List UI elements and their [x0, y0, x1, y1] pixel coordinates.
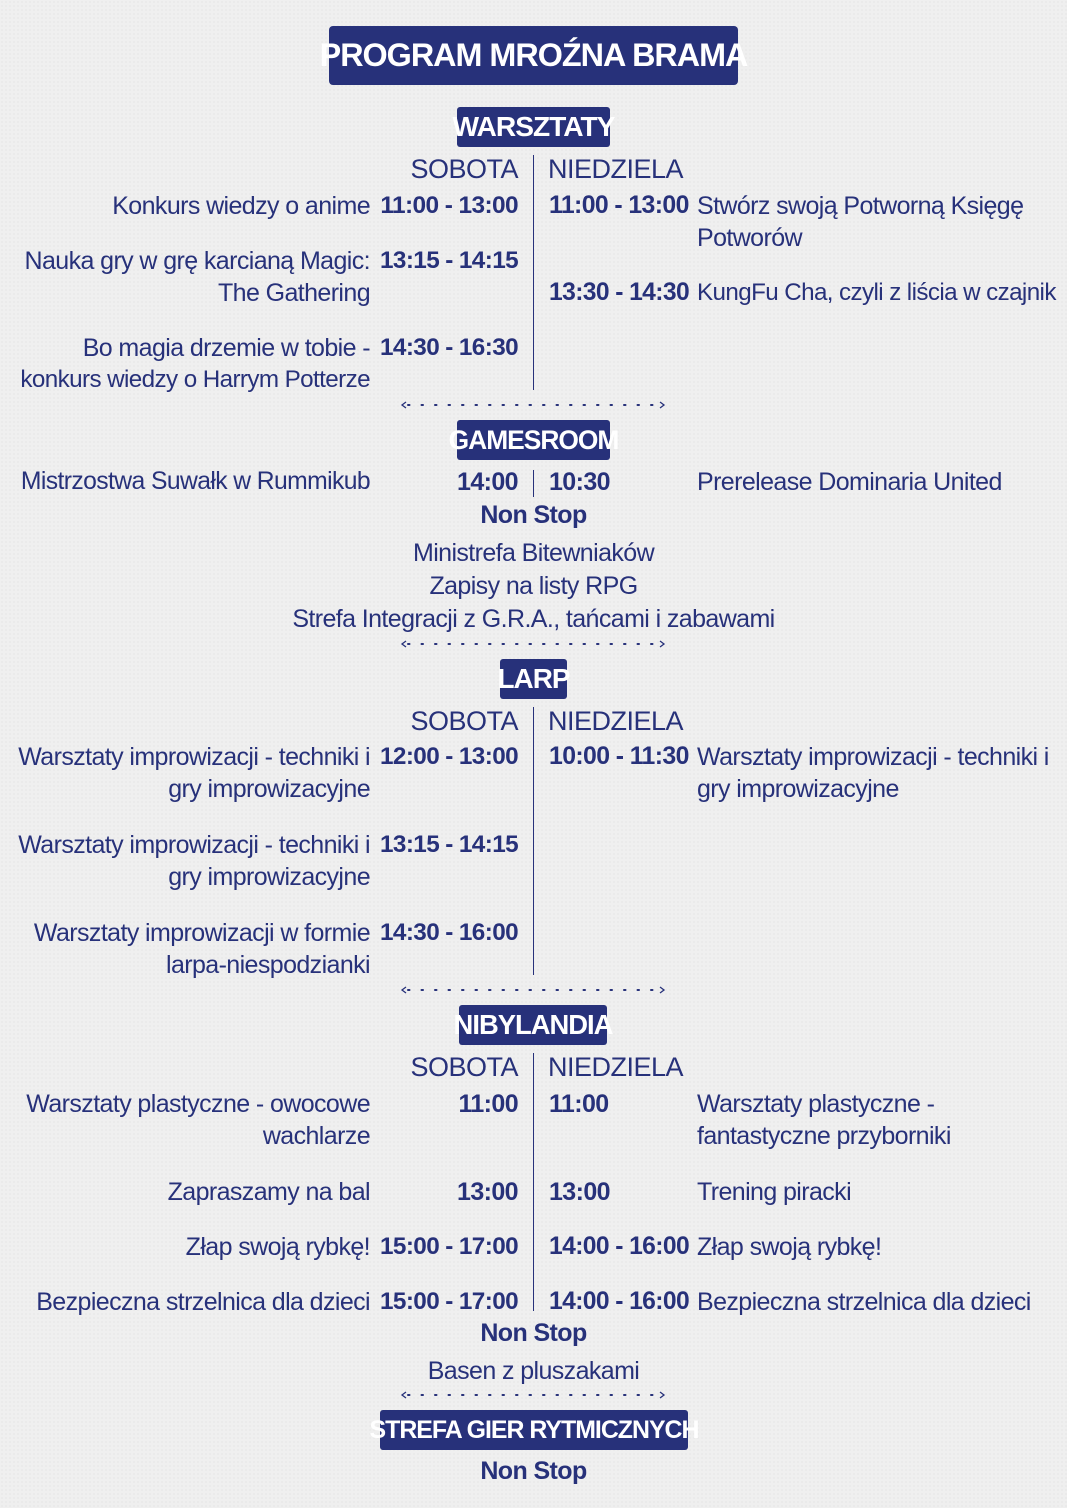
event-name-line1: Warsztaty plastyczne - owocowe [26, 1090, 370, 1118]
event-time: 13:15 - 14:15 [380, 247, 518, 274]
column-divider [533, 155, 534, 390]
non-stop-label: Non Stop [480, 1457, 587, 1485]
event-time: 14:00 - 16:00 [549, 1233, 690, 1260]
event-name-line2: The Gathering [217, 279, 370, 307]
event-name: KungFu Cha, czyli z liścia w czajnik [697, 279, 1056, 306]
day-label-sat: SOBOTA [410, 1052, 518, 1082]
event-time: 13:30 - 14:30 [549, 279, 690, 306]
non-stop-item: Basen z pluszakami [427, 1357, 640, 1385]
column-divider [533, 707, 534, 975]
event-name: Prerelease Dominaria United [697, 468, 1002, 496]
event-name-line1: Warsztaty plastyczne - [697, 1090, 935, 1118]
event-name: Bezpieczna strzelnica dla dzieci [36, 1288, 370, 1316]
event-name-line1: Nauka gry w grę karcianą Magic: [24, 247, 370, 275]
event-name-line2: konkurs wiedzy o Harrym Potterze [20, 366, 370, 393]
dotted-divider [400, 401, 666, 409]
non-stop-label: Non Stop [480, 1319, 587, 1347]
event-name: Złap swoją rybkę! [697, 1233, 882, 1261]
dotted-divider [400, 640, 666, 648]
event-time: 10:30 [549, 468, 610, 496]
page-title: PROGRAM MROŹNA BRAMA [329, 26, 738, 85]
column-divider [533, 1053, 534, 1311]
event-time: 13:00 [549, 1178, 610, 1206]
day-label-sun: NIEDZIELA [548, 154, 684, 184]
event-name-line1: Warsztaty improwizacji - techniki i [697, 743, 1049, 771]
event-name-line1: Warsztaty improwizacji - techniki i [18, 743, 370, 771]
event-name: Mistrzostwa Suwałk w Rummikub [20, 468, 370, 495]
day-label-sun: NIEDZIELA [548, 706, 684, 736]
non-stop-item: Ministrefa Bitewniaków [412, 539, 655, 567]
event-time: 14:30 - 16:00 [380, 919, 518, 946]
non-stop-item: Zapisy na listy RPG [429, 572, 638, 600]
event-time: 15:00 - 17:00 [380, 1288, 518, 1315]
column-divider [533, 470, 534, 497]
non-stop-item: Strefa Integracji z G.R.A., tańcami i zabawami [292, 605, 775, 633]
section-title-gamesroom: GAMESROOM [457, 420, 610, 460]
event-name: Zapraszamy na bal [167, 1178, 370, 1206]
event-name-line2: Potworów [697, 224, 802, 252]
event-name-line1: Stwórz swoją Potworną Księgę [697, 192, 1024, 220]
section-title-strefa-gier-rytmicznych: STREFA GIER RYTMICZNYCH [380, 1410, 688, 1450]
event-name: Trening piracki [697, 1178, 852, 1206]
dotted-divider [400, 1391, 666, 1399]
event-time: 15:00 - 17:00 [380, 1233, 518, 1260]
section-title-warsztaty: WARSZTATY [457, 107, 610, 147]
event-name-line2: gry improwizacyjne [168, 863, 370, 891]
event-name-line2: fantastyczne przyborniki [697, 1122, 951, 1150]
event-time: 14:00 - 16:00 [549, 1288, 690, 1315]
event-time: 10:00 - 11:30 [549, 743, 689, 770]
event-name: Bezpieczna strzelnica dla dzieci [697, 1288, 1031, 1316]
event-name-line1: Warsztaty improwizacji - techniki i [18, 831, 370, 859]
event-time: 14:30 - 16:30 [380, 334, 518, 361]
day-label-sat: SOBOTA [410, 154, 518, 184]
event-time: 13:15 - 14:15 [380, 831, 518, 858]
event-name: Złap swoją rybkę! [185, 1233, 370, 1261]
event-time: 11:00 [549, 1090, 609, 1118]
day-label-sun: NIEDZIELA [548, 1052, 684, 1082]
event-time: 11:00 - 13:00 [549, 192, 689, 219]
event-name-line2: wachlarze [262, 1122, 370, 1150]
section-title-larp: LARP [500, 659, 567, 699]
event-time: 12:00 - 13:00 [380, 743, 518, 770]
event-name-line1: Warsztaty improwizacji w formie [33, 919, 370, 947]
event-name-line2: gry improwizacyjne [168, 775, 370, 803]
event-name-line2: larpa-niespodzianki [165, 951, 370, 979]
event-time: 13:00 [457, 1178, 518, 1206]
event-time: 11:00 [458, 1090, 518, 1118]
event-name: Konkurs wiedzy o anime [112, 192, 370, 220]
event-name-line1: Bo magia drzemie w tobie - [82, 334, 370, 362]
dotted-divider [400, 986, 666, 994]
event-time: 14:00 [457, 468, 518, 496]
event-time: 11:00 - 13:00 [380, 192, 518, 219]
event-name-line2: gry improwizacyjne [697, 775, 899, 803]
section-title-nibylandia: NIBYLANDIA [459, 1005, 607, 1045]
non-stop-label: Non Stop [480, 501, 587, 529]
day-label-sat: SOBOTA [410, 706, 518, 736]
